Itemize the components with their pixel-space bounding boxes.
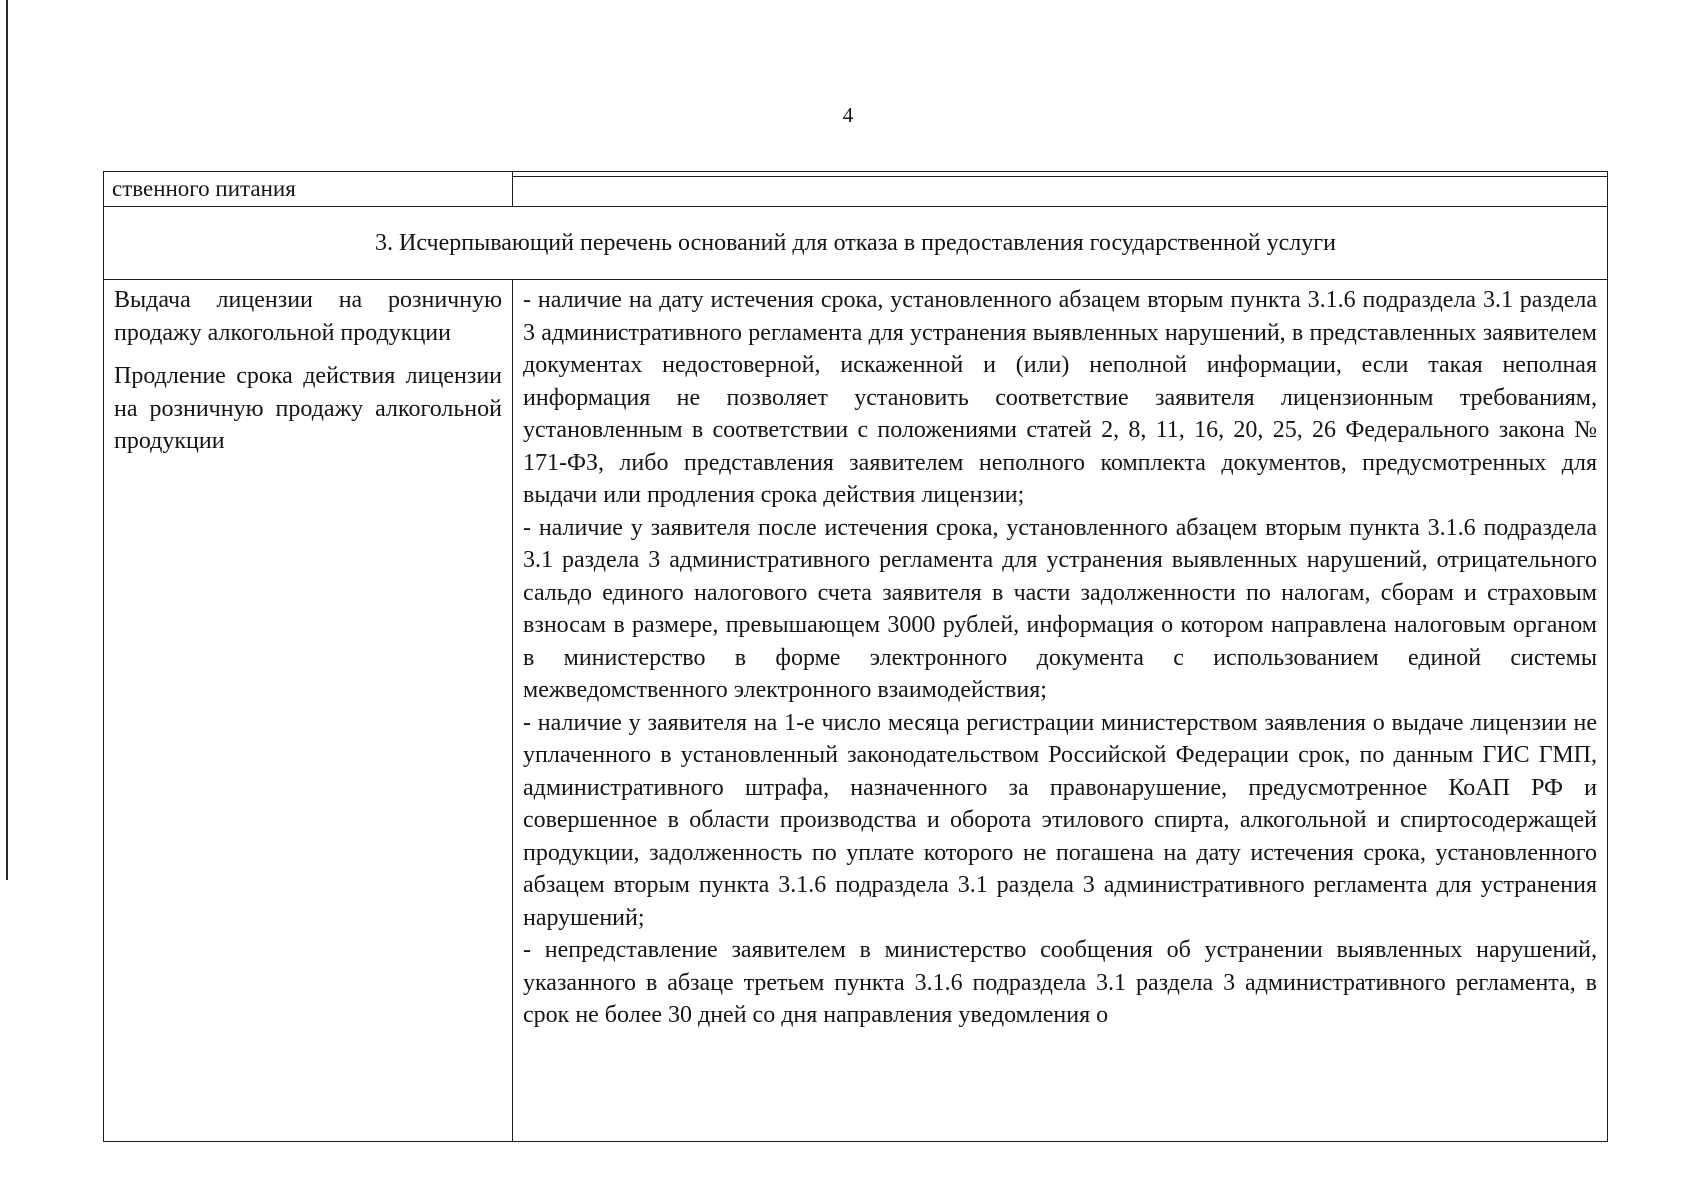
refusal-ground-3: - наличие у заявителя на 1-е число месяца регистрации министерством заявления о выдаче лицензии не уплаченного в установленный законодательством Российской Федерации срок, по данным ГИС ГМП, административного штрафа, назначенного за правонарушение, предусмотренное КоАП РФ и совершенное в области производства и оборота этилового спирта, алкогольной и спиртосодержащей продукции, задолженность по уплате которого не погашена на дату истечения срока, установленного абзацем вторым пункта 3.1.6 подраздела 3.1 раздела 3 административного регламента для устранения нарушений; xyxy=(523,709,1597,931)
refusal-grounds-cell xyxy=(513,280,1607,1141)
continuation-right-cell xyxy=(513,176,1607,206)
table-row-grounds xyxy=(104,279,1607,1141)
refusal-ground-1: - наличие на дату истечения срока, установленного абзацем вторым пункта 3.1.6 подраздела 3.1 раздела 3 административного регламента для устранения выявленных нарушений, в представленных заявителем документах недостоверной, искаженной и (или) неполной информации, если такая неполная информация не позволяет установить соответствие заявителя лицензионным требованиям, установленным в соответствии с положениями статей 2, 8, 11, 16, 20, 25, 26 Федерального закона № 171-ФЗ, либо представления заявителем неполного комплекта документов, предусмотренных для выдачи или продления срока действия лицензии; xyxy=(523,287,1597,508)
refusal-ground-4: - непредставление заявителем в министерство сообщения об устранении выявленных нарушений, указанного в абзаце третьем пункта 3.1.6 подраздела 3.1 раздела 3 административного регламента, в срок не более 30 дней со дня направления уведомления о xyxy=(523,937,1597,1028)
refusal-ground-2: - наличие у заявителя после истечения срока, установленного абзацем вторым пункта 3.1.6 подраздела 3.1 раздела 3 административного регламента для устранения выявленных нарушений, отрицательного сальдо единого налогового счета заявителя в части задолженности по налогам, сборам и страховым взносам в размере, превышающем 3000 рублей, информация о котором направлена налоговым органом в министерство в форме электронного документа с использованием единой системы межведомственного электронного взаимодействия; xyxy=(523,514,1597,703)
scan-margin-line xyxy=(6,0,8,880)
section-title: 3. Исчерпывающий перечень оснований для отказа в предоставления государственной услуги xyxy=(375,229,1336,256)
continuation-left-cell: ственного питания xyxy=(104,172,513,206)
table-row-section-heading xyxy=(104,206,1607,279)
page-number: 4 xyxy=(842,103,854,127)
table-row-continuation xyxy=(104,172,1607,206)
service-names-cell xyxy=(104,280,513,1141)
service-name-issue: Выдача лицензии на розничную продажу алкогольной продукции xyxy=(114,287,502,346)
grounds-table xyxy=(103,171,1608,1142)
service-name-extension: Продление срока действия лицензии на розничную продажу алкогольной продукции xyxy=(114,363,502,454)
